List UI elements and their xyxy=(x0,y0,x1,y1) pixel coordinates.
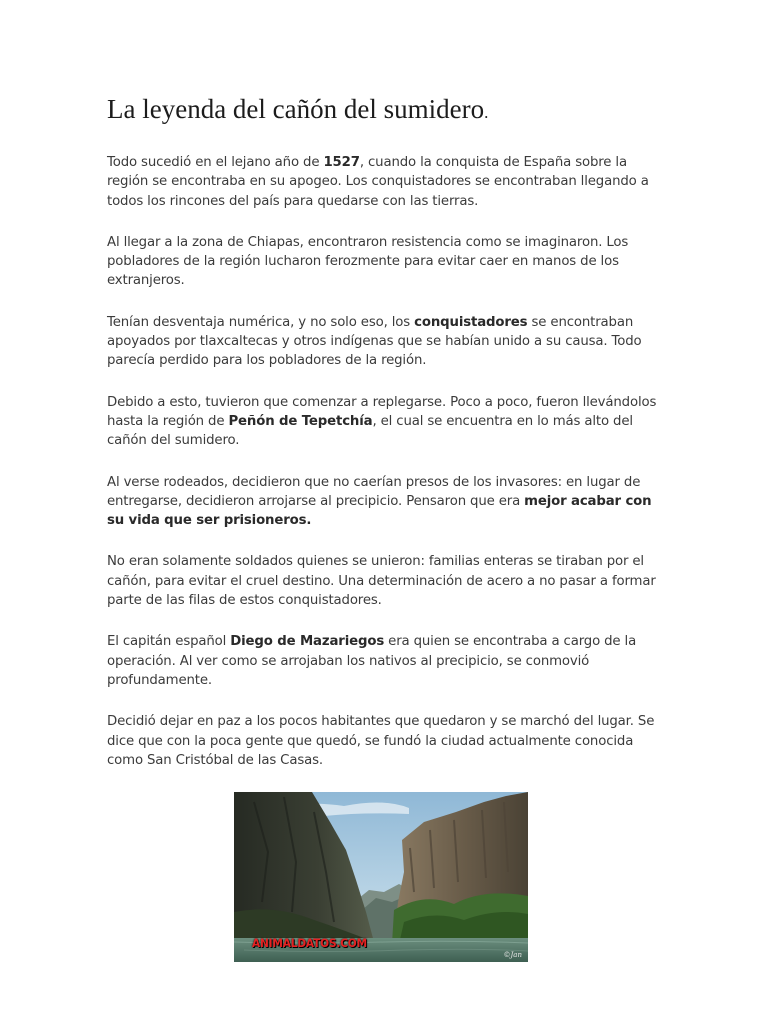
paragraph-6 xyxy=(107,552,663,610)
text-run: Debido a esto, tuvieron que comenzar a replegarse. Poco a poco, fueron llevándolos hasta la región de xyxy=(107,394,657,429)
text-run: Al verse rodeados, decidieron que no caerían presos de los invasores: en lugar de entregarse, decidieron arrojarse al precipicio. Pensaron que era xyxy=(107,474,641,509)
paragraph-1 xyxy=(107,153,663,211)
text-run: Todo sucedió en el lejano año de xyxy=(107,155,324,170)
canyon-photo xyxy=(234,792,528,962)
text-run: se encontraban apoyados por tlaxcaltecas y otros indígenas que se habían unido a su causa. Todo parecía perdido para los pobladores de la región. xyxy=(107,314,642,369)
paragraph-2 xyxy=(107,233,663,291)
bold-text: mejor acabar con su vida que ser prisioneros. xyxy=(107,493,652,529)
text-run: No eran solamente soldados quienes se unieron: familias enteras se tiraban por el cañón, para evitar el cruel destino. Una determinación de acero a no pasar a formar parte de las filas de estos conquistadores. xyxy=(107,554,656,609)
document-title-period: . xyxy=(484,103,489,122)
bold-text: Diego de Mazariegos xyxy=(230,634,385,650)
paragraph-5 xyxy=(107,473,663,531)
paragraph-list xyxy=(107,153,663,770)
watermark-text: ANIMALDATOS.COM xyxy=(252,936,367,950)
document-title-text: La leyenda del cañón del sumidero xyxy=(107,94,485,124)
paragraph-3 xyxy=(107,313,663,371)
paragraph-4 xyxy=(107,393,663,451)
paragraph-7 xyxy=(107,632,663,690)
text-run: , cuando la conquista de España sobre la región se encontraba en su apogeo. Los conquistadores se encontraban llegando a todos los rincones del país para quedarse con las tierras. xyxy=(107,155,649,209)
bold-text: 1527 xyxy=(323,155,360,170)
text-run: El capitán español xyxy=(107,634,231,650)
text-run: Tenían desventaja numérica, y no solo eso, los xyxy=(107,314,415,330)
text-run: era quien se encontraba a cargo de la operación. Al ver como se arrojaban los nativos al precipicio, se conmovió profundamente. xyxy=(107,634,637,688)
bold-text: Peñón de Tepetchía xyxy=(228,413,373,429)
document-page xyxy=(107,92,663,792)
text-run: Decidió dejar en paz a los pocos habitantes que quedaron y se marchó del lugar. Se dice que con la poca gente que quedó, se fundó la ciudad actualmente conocida como San Cristóbal de las Casas. xyxy=(107,714,655,768)
paragraph-8 xyxy=(107,712,663,770)
bold-text: conquistadores xyxy=(414,314,528,330)
document-title xyxy=(107,92,663,130)
text-run: , el cual se encuentra en lo más alto del cañón del sumidero. xyxy=(107,413,633,449)
text-run: Al llegar a la zona de Chiapas, encontraron resistencia como se imaginaron. Los pobladores de la región lucharon ferozmente para evitar caer en manos de los extranjeros. xyxy=(107,234,629,289)
photographer-signature: ©Jan xyxy=(503,951,522,959)
